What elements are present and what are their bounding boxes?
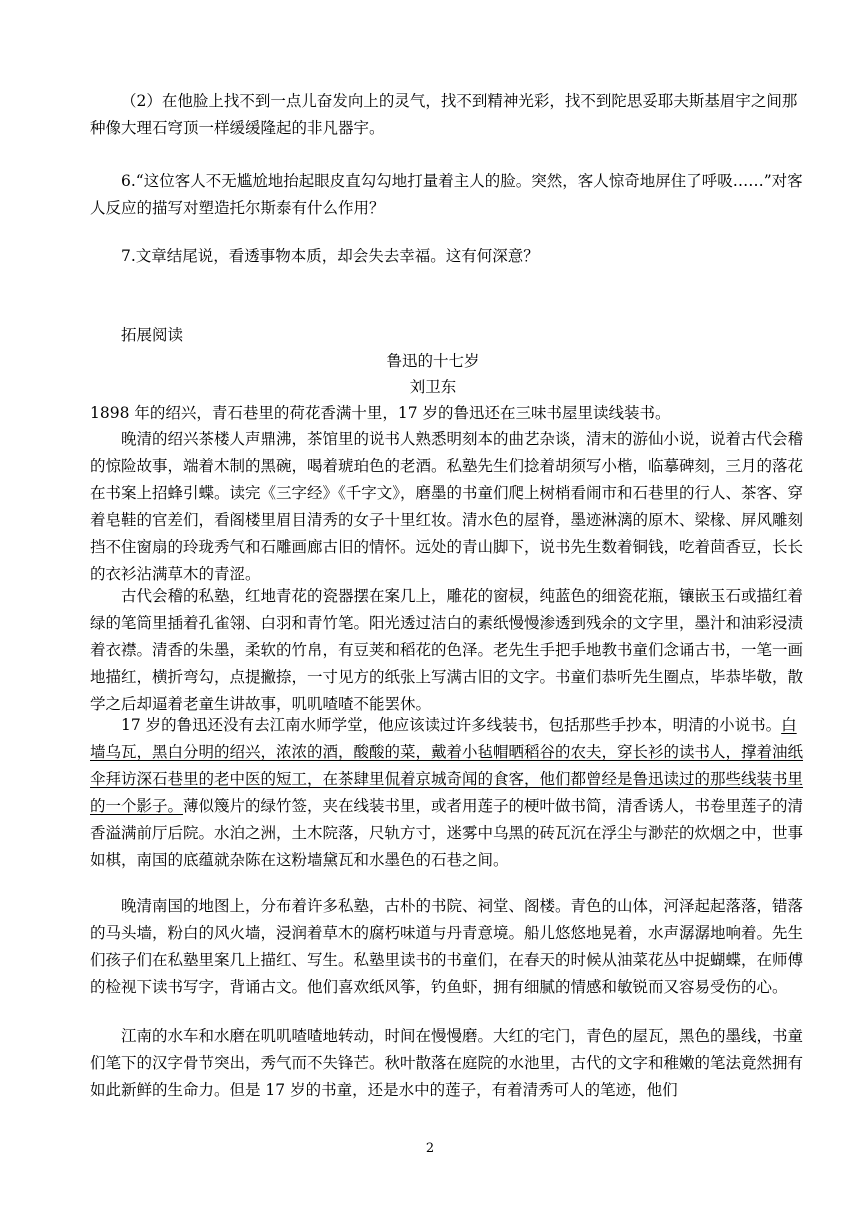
paragraph-4-text-a: 17 岁的鲁迅还没有去江南水师学堂，他应该读过许多线装书，包括那些手抄本，明清的小说书。 [121, 716, 782, 734]
paragraph-4 [90, 712, 806, 874]
paragraph-1: 1898 年的绍兴，青石巷里的荷花香满十里，17 岁的鲁迅还在三味书屋里读线装书。 [90, 404, 671, 422]
question-6: 6.“这位客人不无尴尬地抬起眼皮直勾勾地打量着主人的脸。突然，客人惊奇地屏住了呼吸……”对客人反应的描写对塑造托尔斯泰有什么作用？ [90, 172, 803, 217]
article-title: 鲁迅的十七岁 [386, 352, 480, 370]
paragraph-2: 晚清的绍兴茶楼人声鼎沸，茶馆里的说书人熟悉明刻本的曲艺杂谈，清末的游仙小说，说着古代会稽的惊险故事，端着木制的黑碗，喝着琥珀色的老酒。私塾先生们捻着胡须写小楷，临摹碑刻，三月的落花在书案上招蜂引蝶。读完《三字经》《千字文》，磨墨的书童们爬上树梢看闹市和石巷里的行人、茶客、穿着皂鞋的官差们，看阁楼里眉目清秀的女子十里红妆。清水色的屋脊，墨迹淋漓的原木、梁椽、屏风雕刻挡不住窗扇的玲珑秀气和石雕画廊古旧的情怀。远处的青山脚下，说书先生数着铜钱，吃着茴香豆，长长的衣衫沾满草木的青涩。 [90, 430, 804, 583]
paragraph-5: 晚清南国的地图上，分布着许多私塾，古朴的书院、祠堂、阁楼。青色的山体，河泽起起落落，错落的马头墙，粉白的风火墙，浸润着草木的腐朽味道与丹青意境。船儿悠悠地晃着，水声潺潺地响着。先生们孩子们在私塾里案几上描红、写生。私塾里读书的书童们，在春天的时候从油菜花丛中捉蝴蝶，在师傅的检视下读书写字，背诵古文。他们喜欢纸风筝，钓鱼虾，拥有细腻的情感和敏锐而又容易受伤的心。 [90, 897, 804, 996]
article-author: 刘卫东 [409, 378, 457, 396]
question-5-item-2: （2）在他脸上找不到一点儿奋发向上的灵气，找不到精神光彩，找不到陀思妥耶夫斯基眉宇之间那种像大理石穹顶一样缓缓隆起的非凡器宇。 [90, 92, 798, 137]
page-number: 2 [425, 1141, 435, 1156]
underlined-passage: 白墙乌瓦，黑白分明的绍兴，浓浓的酒，酸酸的菜，戴着小毡帽晒稻谷的农夫，穿长衫的读书人，撑着油纸伞拜访深石巷里的老中医的短工，在茶肆里侃着京城奇闻的食客，他们都曾经是鲁迅读过的那些线装书里的一个影子。 [90, 716, 804, 815]
paragraph-6: 江南的水车和水磨在叽叽喳喳地转动，时间在慢慢磨。大红的宅门，青色的屋瓦，黑色的墨线，书童们笔下的汉字骨节突出，秀气而不失锋芒。秋叶散落在庭院的水池里，古代的文字和稚嫩的笔法竟然拥有如此新鲜的生命力。但是 17 岁的书童，还是水中的莲子，有着清秀可人的笔迹，他们 [90, 1027, 804, 1099]
question-7: 7.文章结尾说，看透事物本质，却会失去幸福。这有何深意？ [121, 247, 539, 265]
section-label: 拓展阅读 [121, 326, 184, 344]
paragraph-3: 古代会稽的私塾，红地青花的瓷器摆在案几上，雕花的窗棂，纯蓝色的细瓷花瓶，镶嵌玉石或描红着绿的笔筒里插着孔雀翎、白羽和青竹笔。阳光透过洁白的素纸慢慢渗透到残余的文字里，墨汁和油彩浸渍着衣襟。清香的朱墨，柔软的竹帛，有豆荚和稻花的色泽。老先生手把手地教书童们念诵古书，一笔一画地描红，横折弯勾，点提撇捺，一寸见方的纸张上写满古旧的文字。书童们恭听先生圈点，毕恭毕敬，散学之后却逼着老童生讲故事，叽叽喳喳不能罢休。 [90, 587, 804, 713]
paragraph-4-text-b: 薄似篾片的绿竹签，夹在线装书里，或者用莲子的梗叶做书简，清香诱人，书卷里莲子的清香溢满前厅后院。水泊之洲，土木院落，尺轨方寸，迷雾中乌黑的砖瓦沉在浮尘与渺茫的炊烟之中，世事如棋，南国的底蕴就杂陈在这粉墙黛瓦和水墨色的石巷之间。 [90, 797, 804, 869]
